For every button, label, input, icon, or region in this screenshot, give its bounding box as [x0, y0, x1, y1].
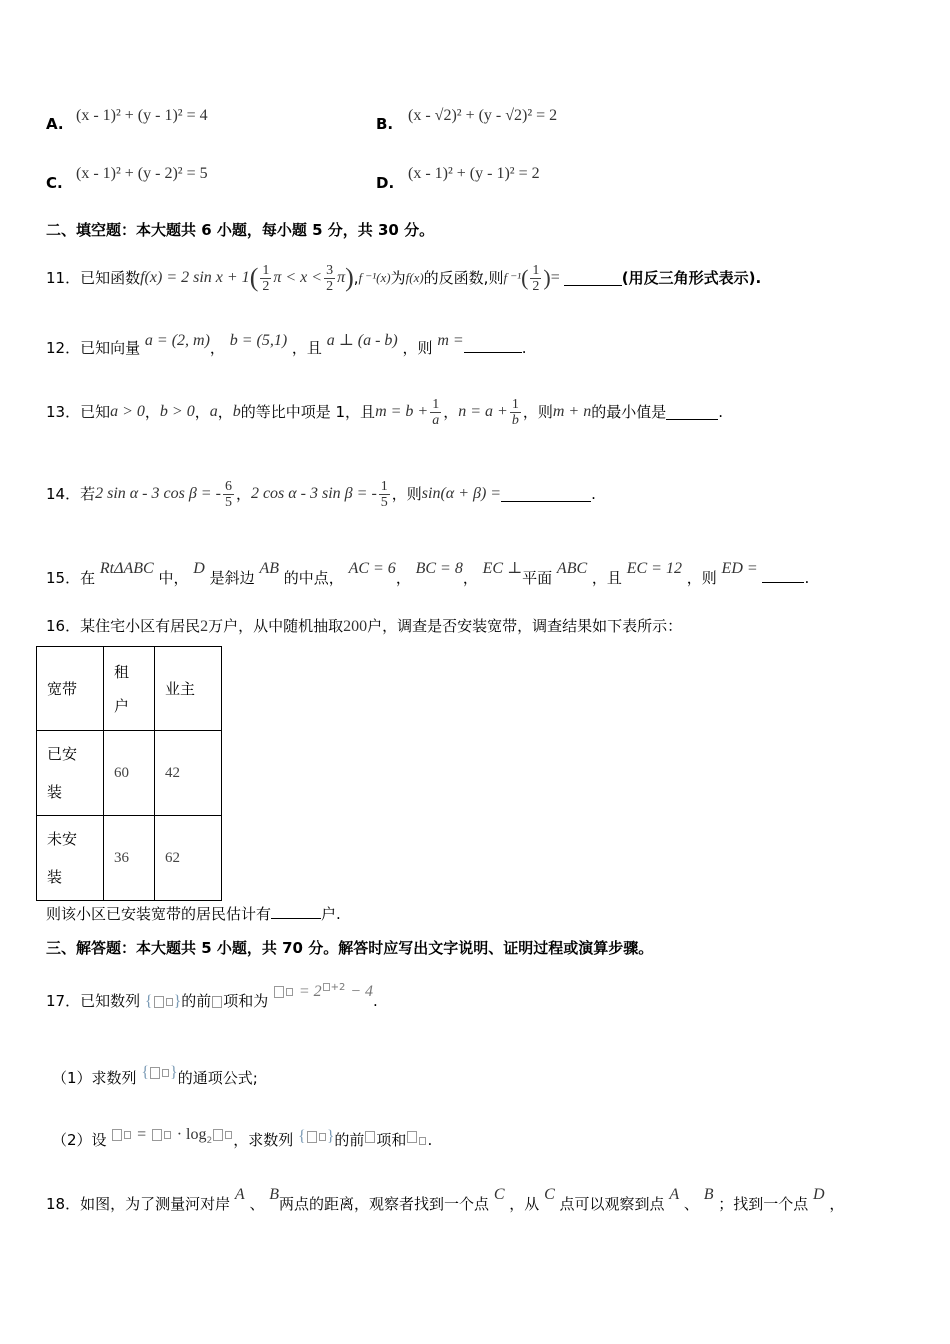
- q11-equals: =: [550, 269, 560, 286]
- q17-part-2-equals: =: [137, 1126, 147, 1143]
- q15-text-3: 是斜边: [209, 569, 255, 587]
- q13-a: a: [209, 403, 218, 420]
- q17-part-1: （1）求数列 { }的通项公式;: [52, 1064, 258, 1087]
- option-a-formula: (x - 1)² + (y - 1)² = 4: [76, 107, 208, 124]
- table-header-broadband: 宽带: [37, 647, 104, 731]
- q13-b: b: [232, 403, 241, 420]
- q12-vector-b: b = (5,1): [229, 332, 288, 349]
- q17-part-2-text-1: 设: [91, 1131, 107, 1149]
- q12-m: m =: [437, 332, 464, 349]
- q14-equation-1: 2 sin α - 3 cos β = -: [95, 485, 221, 502]
- q16-conclusion-text: 则该小区已安装宽带的居民估计有: [46, 905, 272, 923]
- table-row-not-installed-label: 未安 装: [37, 816, 104, 901]
- q12-vector-a: a = (2, m): [144, 332, 210, 349]
- q17-part-2-log: · log: [176, 1126, 207, 1143]
- q11-text-1: 已知函数: [80, 269, 141, 287]
- q12-text-1: 已知向量: [80, 339, 141, 357]
- q17-minus-4: − 4: [350, 983, 373, 1000]
- q16-text-2: 万户，从中随机抽取: [208, 617, 344, 635]
- option-a-label: A.: [46, 115, 64, 133]
- q15-ac: AC = 6: [348, 560, 396, 577]
- q16-conclusion: [46, 904, 341, 924]
- q14-text-2: ，则: [391, 485, 422, 503]
- q18-point-d: D: [813, 1186, 825, 1203]
- q11-pi: π: [337, 269, 346, 286]
- q18-sep-2: 、: [683, 1195, 699, 1213]
- q15-plane-abc: ABC: [556, 560, 588, 577]
- q11-text-3: 为: [390, 269, 406, 287]
- table-cell-not-installed-tenant: 36: [104, 816, 155, 901]
- q13-text-1: 已知: [80, 403, 111, 421]
- q11-frac-three-halves: $\frac{3}{2}$: [326, 262, 334, 294]
- question-18: [46, 1186, 845, 1215]
- q13-text-4: 的最小值是: [591, 403, 667, 421]
- q13-cond-1: a > 0: [110, 403, 145, 420]
- q18-number: 18．: [46, 1195, 81, 1213]
- q18-point-b-2: B: [703, 1186, 714, 1203]
- q15-number: 15．: [46, 569, 81, 587]
- q13-frac-1-over-a: $\frac{1}{a}$: [432, 396, 440, 428]
- section-2-heading: 二、填空题：本大题共 6 小题，每小题 5 分，共 30 分。: [46, 221, 435, 239]
- q15-end: .: [804, 569, 810, 587]
- option-b-formula: (x - √2)² + (y - √2)² = 2: [408, 107, 558, 124]
- option-d-label: D.: [376, 174, 395, 192]
- q17-part-1-end: 的通项公式;: [177, 1069, 258, 1087]
- q13-number: 13．: [46, 403, 81, 421]
- table-header-tenant: 租 户: [104, 647, 155, 731]
- q18-text-3: ，从: [509, 1195, 540, 1213]
- q17-text-1: 已知数列: [80, 992, 141, 1010]
- option-b: [376, 114, 393, 134]
- q16-number: 16．: [46, 617, 81, 635]
- q12-end: .: [521, 339, 527, 357]
- question-12: 12．已知向量 a = (2, m)， b = (5,1) ，且 a ⊥ (a - b) ，则 m = .: [46, 332, 527, 357]
- broadband-survey-table: [36, 646, 222, 901]
- q15-text-7: ，则: [686, 569, 717, 587]
- section-3-heading: 三、解答题：本大题共 5 小题，共 70 分。解答时应写出文字说明、证明过程或演算步骤。: [46, 939, 654, 957]
- q15-answer-blank[interactable]: [762, 568, 804, 583]
- q18-text-5: ；找到一个点: [718, 1195, 809, 1213]
- q12-perp: a ⊥ (a - b): [326, 332, 398, 349]
- option-c: [46, 173, 63, 193]
- q13-answer-blank[interactable]: [666, 405, 718, 420]
- q15-text-6: ，且: [591, 569, 622, 587]
- q13-m-plus-n: m + n: [552, 403, 592, 420]
- q18-end: ，: [829, 1195, 845, 1213]
- q15-ec-12: EC = 12: [626, 560, 682, 577]
- q17-number: 17．: [46, 992, 81, 1010]
- q15-triangle: RtΔABC: [99, 560, 154, 577]
- q14-equation-2: 2 cos α - 3 sin β = -: [250, 485, 377, 502]
- q18-text-1: 如图，为了测量河对岸: [80, 1195, 231, 1213]
- q11-text-5: (用反三角形式表示).: [621, 269, 762, 287]
- q11-frac-half-2: $\frac{1}{2}$: [532, 262, 540, 294]
- q18-point-a: A: [234, 1186, 245, 1203]
- q11-domain-left: π < x <: [273, 269, 323, 286]
- q16-text-3: 户，调查是否安装宽带，调查结果如下表所示：: [367, 617, 683, 635]
- table-cell-installed-tenant: 60: [104, 731, 155, 816]
- q15-ab: AB: [259, 560, 279, 577]
- option-d: [376, 173, 394, 193]
- question-15: 15．在 RtΔABC 中， D 是斜边 AB 的中点， AC = 6， BC = 8， EC ⊥平面 ABC ，且 EC = 12 ，则 ED = .: [46, 560, 810, 587]
- question-11: 11． 已知函数 f(x) = 2 sin x + 1 ( $\frac{1}{2}$ π < x < $\frac{3}{2}$ π ) , f ⁻¹(x) 为 f(x) 的反函数,则 f ⁻¹ ( $\frac{1}{2}$ ) = (用反三角形式表示).: [46, 262, 762, 294]
- q15-ec-perp: EC ⊥: [482, 560, 523, 577]
- table-row-installed-label: 已安 装: [37, 731, 104, 816]
- q15-text-1: 在: [80, 569, 96, 587]
- q17-part-2-end: .: [427, 1131, 433, 1149]
- q14-number: 14．: [46, 485, 81, 503]
- q11-number: 11．: [46, 269, 81, 287]
- q18-point-c-2: C: [544, 1186, 555, 1203]
- q14-sin-sum: sin(α + β) =: [421, 485, 502, 502]
- q13-end: .: [718, 403, 723, 421]
- q12-text-2: ，且: [291, 339, 322, 357]
- option-c-formula: (x - 1)² + (y - 2)² = 5: [76, 165, 208, 182]
- q18-point-a-2: A: [669, 1186, 680, 1203]
- q17-part-2-text-3: 的前: [334, 1131, 365, 1149]
- q11-comma: ,: [353, 269, 359, 287]
- q18-text-4: 点可以观察到点: [559, 1195, 665, 1213]
- q17-n-placeholder: [212, 996, 222, 1008]
- q13-m-expr: m = b +: [375, 403, 429, 420]
- option-b-label: B.: [376, 115, 394, 133]
- table-cell-not-installed-owner: 62: [155, 816, 222, 901]
- q17-part-1-label: （1）: [52, 1069, 92, 1087]
- q15-ed: ED =: [721, 560, 758, 577]
- question-16: [46, 616, 682, 637]
- question-14: 14． 若 2 sin α - 3 cos β = - $\frac{6}{5}$ ， 2 cos α - 3 sin β = - $\frac{1}{5}$ ，则 sin(α + β) = .: [46, 478, 596, 510]
- q13-text-3: ，则: [522, 403, 553, 421]
- q13-n-expr: n = a +: [458, 403, 508, 420]
- option-c-label: C.: [46, 174, 63, 192]
- table-header-owner: 业主: [155, 647, 222, 731]
- q17-part-1-text: 求数列: [91, 1069, 137, 1087]
- q15-point-d: D: [193, 560, 205, 577]
- q15-text-4: 的中点，: [283, 569, 344, 587]
- q13-text-2: 的等比中项是 1，且: [240, 403, 376, 421]
- q16-households: 2: [200, 618, 209, 635]
- table-cell-installed-owner: 42: [155, 731, 222, 816]
- q11-fx: f(x): [405, 270, 424, 285]
- q14-frac-1-5: $\frac{1}{5}$: [380, 478, 388, 510]
- q18-text-2: 两点的距离，观察者找到一个点: [279, 1195, 490, 1213]
- q13-frac-1-over-b: $\frac{1}{b}$: [511, 396, 519, 428]
- q16-text-1: 某住宅小区有居民: [80, 617, 201, 635]
- q15-text-2: 中，: [158, 569, 189, 587]
- q17-end: .: [372, 992, 378, 1010]
- q14-frac-6-5: $\frac{6}{5}$: [224, 478, 232, 510]
- q14-text-1: 若: [80, 485, 96, 503]
- q11-frac-half: $\frac{1}{2}$: [262, 262, 270, 294]
- q11-inverse: f ⁻¹(x): [358, 270, 391, 285]
- q14-end: .: [591, 485, 596, 503]
- q15-bc: BC = 8: [415, 560, 463, 577]
- q11-inverse-2: f ⁻¹: [503, 270, 522, 285]
- q16-sample-size: 200: [343, 618, 368, 635]
- q12-text-3: ，则: [402, 339, 433, 357]
- q13-cond-2: b > 0: [159, 403, 195, 420]
- q18-point-b: B: [269, 1186, 280, 1203]
- q16-answer-blank[interactable]: [271, 904, 321, 919]
- question-17: 17．已知数列 { }的前 项和为 = 2 $^{+2}$ − 4.: [46, 982, 378, 1010]
- q12-number: 12．: [46, 339, 81, 357]
- q15-text-5: 平面: [522, 569, 553, 587]
- q17-text-2: 的前: [181, 992, 212, 1010]
- q18-sep: 、: [249, 1195, 265, 1213]
- q17-part-2-text-2: ，求数列: [233, 1131, 294, 1149]
- q11-answer-blank[interactable]: [564, 271, 622, 286]
- q18-point-c: C: [493, 1186, 505, 1203]
- q17-part-2: （2）设 = · $\log_2$ ，求数列 { }的前 项和 .: [52, 1126, 433, 1149]
- q17-exponent: +2: [330, 982, 346, 993]
- q17-part-2-log-base: 2: [206, 1136, 213, 1146]
- q11-function: f(x) = 2 sin x + 1: [140, 269, 250, 286]
- q17-text-3: 项和为: [223, 992, 269, 1010]
- question-13: 13． 已知 a > 0 ， b > 0 ， a ， b 的等比中项是 1，且 m = b + $\frac{1}{a}$ ， n = a + $\frac{1}{b}$ ，则 m + n 的最小值是 .: [46, 396, 723, 428]
- q11-text-4: 的反函数,则: [423, 269, 504, 287]
- q17-part-2-label: （2）: [52, 1131, 92, 1149]
- q14-answer-blank[interactable]: [501, 487, 591, 502]
- option-a: [46, 114, 64, 134]
- q17-part-2-text-4: 项和: [376, 1131, 407, 1149]
- q16-unit: 户.: [321, 905, 341, 923]
- option-d-formula: (x - 1)² + (y - 1)² = 2: [408, 165, 540, 182]
- q17-formula: = 2: [298, 983, 322, 1000]
- q12-answer-blank[interactable]: [464, 338, 522, 353]
